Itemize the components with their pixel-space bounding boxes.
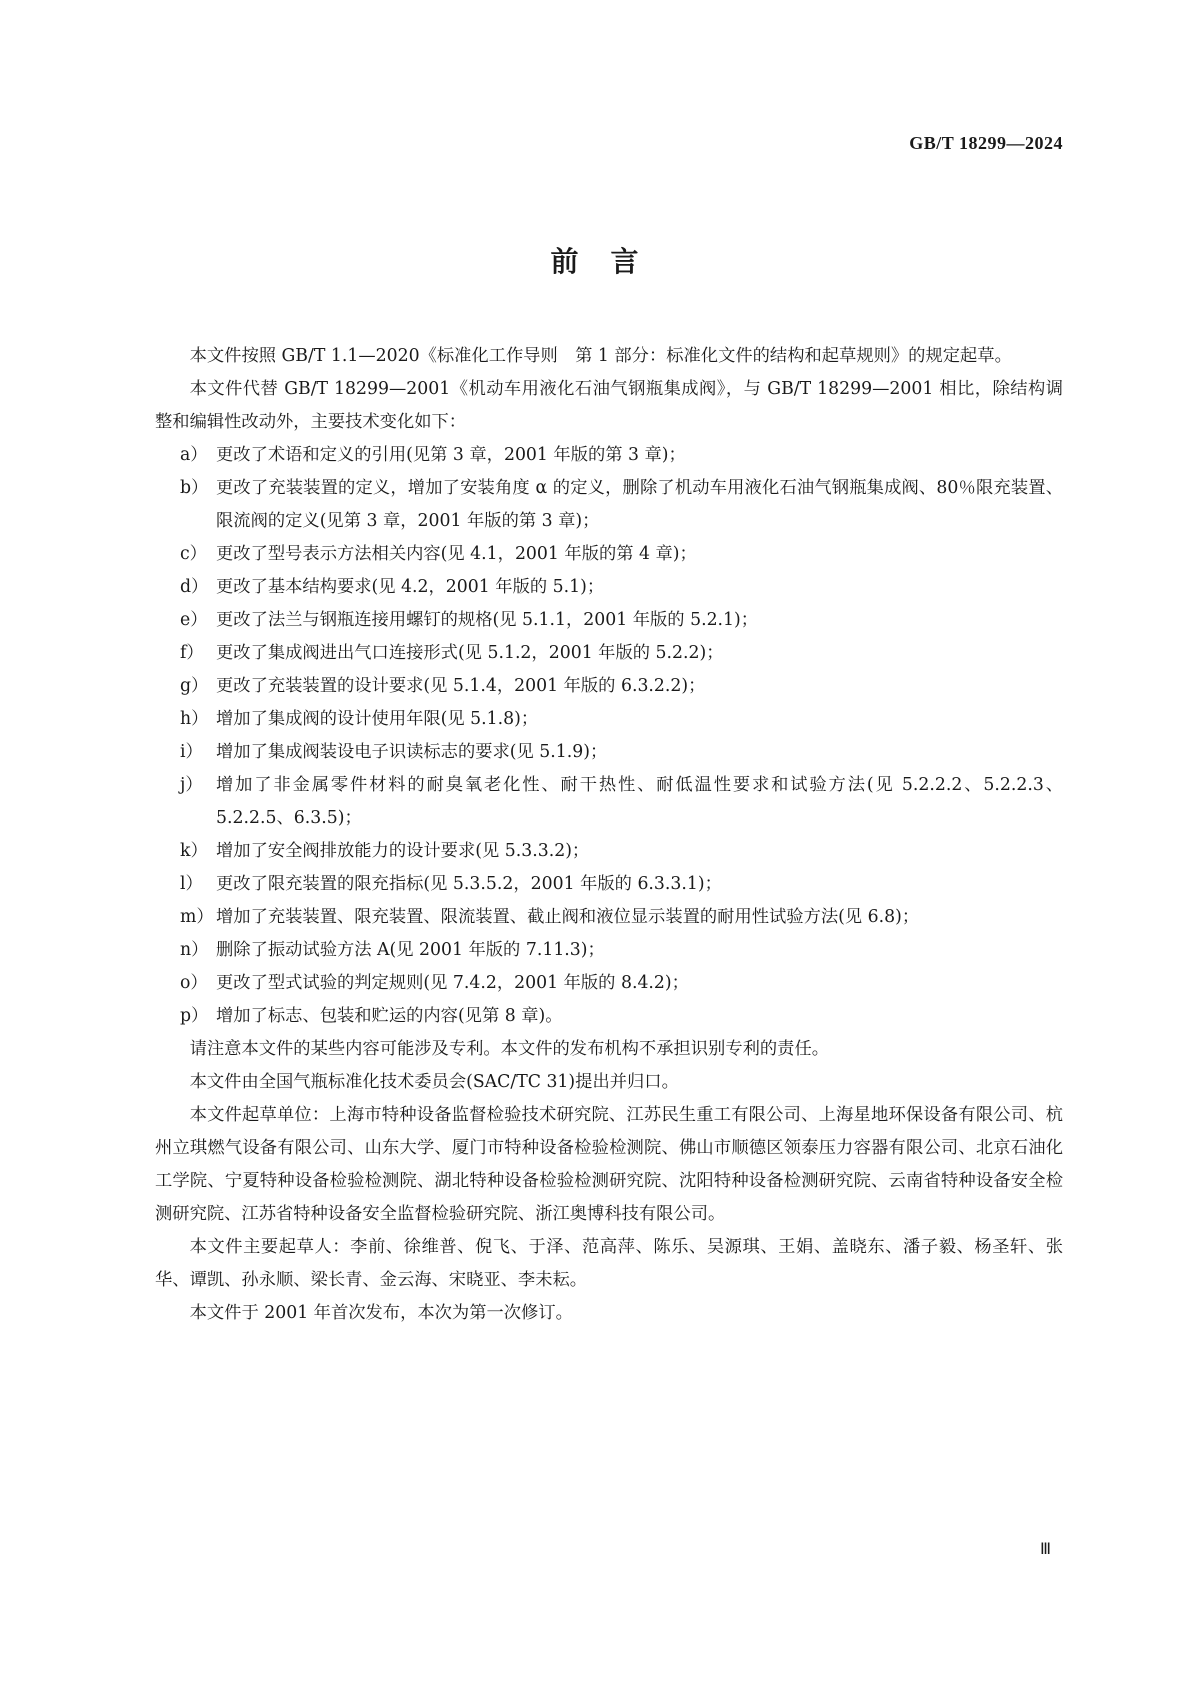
list-item-label: b） [180, 478, 209, 498]
list-item-label: p） [180, 1006, 209, 1026]
list-item-label: e） [180, 610, 208, 630]
list-item-text: 更改了型号表示方法相关内容(见 4.1，2001 年版的第 4 章)； [216, 544, 697, 564]
list-item-label: h） [180, 709, 209, 729]
paragraph: 本文件按照 GB/T 1.1—2020《标准化工作导则 第 1 部分：标准化文件的结构和起草规则》的规定起草。 [189, 346, 1012, 366]
list-item [155, 670, 1063, 703]
list-item-text: 增加了充装装置、限充装置、限流装置、截止阀和液位显示装置的耐用性试验方法(见 6.8)； [216, 907, 920, 927]
list-item-text: 增加了安全阀排放能力的设计要求(见 5.3.3.2)； [216, 841, 590, 861]
list-item [155, 637, 1063, 670]
list-item-text: 更改了基本结构要求(见 4.2，2001 年版的 5.1)； [216, 577, 605, 597]
list-item-text: 更改了术语和定义的引用(见第 3 章，2001 年版的第 3 章)； [216, 445, 686, 465]
list-item-text: 增加了集成阀的设计使用年限(见 5.1.8)； [216, 709, 539, 729]
page-title: 前言 [550, 245, 671, 278]
list-item [155, 934, 1063, 967]
paragraph: 本文件主要起草人：李前、徐维普、倪飞、于泽、范高萍、陈乐、吴源琪、王娟、盖晓东、潘子毅、杨圣轩、张华、谭凯、孙永顺、梁长青、金云海、宋晓亚、李未耘。 [155, 1237, 1063, 1290]
list-item-label: g） [180, 676, 209, 696]
list-item-label: j） [180, 775, 203, 795]
list-item [155, 571, 1063, 604]
paragraph: 请注意本文件的某些内容可能涉及专利。本文件的发布机构不承担识别专利的责任。 [189, 1039, 830, 1059]
list-item [155, 967, 1063, 1000]
list-item-text: 删除了振动试验方法 A(见 2001 年版的 7.11.3)； [216, 940, 605, 960]
list-item-text: 更改了型式试验的判定规则(见 7.4.2，2001 年版的 8.4.2)； [216, 973, 689, 993]
list-item [155, 736, 1063, 769]
list-item [155, 472, 1063, 538]
list-item-text: 增加了标志、包装和贮运的内容(见第 8 章)。 [216, 1006, 563, 1026]
list-item [155, 1000, 1063, 1033]
list-item-text: 更改了集成阀进出气口连接形式(见 5.1.2，2001 年版的 5.2.2)； [216, 643, 724, 663]
list-item-text: 更改了限充装置的限充指标(见 5.3.5.2，2001 年版的 6.3.3.1)； [216, 874, 722, 894]
list-item [155, 835, 1063, 868]
list-item-label: n） [180, 940, 209, 960]
list-item-label: c） [180, 544, 207, 564]
list-item [155, 868, 1063, 901]
foreword-body [155, 340, 1063, 1330]
list-item-label: m） [180, 907, 214, 927]
list-item-label: o） [180, 973, 208, 993]
list-item [155, 703, 1063, 736]
list-item [155, 901, 1063, 934]
list-item-text: 增加了非金属零件材料的耐臭氧老化性、耐干热性、耐低温性要求和试验方法(见 5.2.2.2、5.2.2.3、5.2.2.5、6.3.5)； [216, 775, 1063, 828]
paragraph: 本文件由全国气瓶标准化技术委员会(SAC/TC 31)提出并归口。 [189, 1072, 679, 1092]
list-item-text: 更改了充装装置的定义，增加了安装角度 α 的定义，删除了机动车用液化石油气钢瓶集成阀、80％限充装置、限流阀的定义(见第 3 章，2001 年版的第 3 章)； [216, 478, 1063, 531]
list-item [155, 769, 1063, 835]
list-item-text: 更改了充装装置的设计要求(见 5.1.4，2001 年版的 6.3.2.2)； [216, 676, 706, 696]
list-item-label: l） [180, 874, 203, 894]
paragraph: 本文件代替 GB/T 18299—2001《机动车用液化石油气钢瓶集成阀》，与 GB/T 18299—2001 相比，除结构调整和编辑性改动外，主要技术变化如下： [155, 379, 1063, 432]
list-item-text: 增加了集成阀装设电子识读标志的要求(见 5.1.9)； [216, 742, 608, 762]
list-item-label: k） [180, 841, 208, 861]
list-item [155, 439, 1063, 472]
list-item [155, 604, 1063, 637]
list-item-label: i） [180, 742, 203, 762]
paragraph: 本文件起草单位：上海市特种设备监督检验技术研究院、江苏民生重工有限公司、上海星地环保设备有限公司、杭州立琪燃气设备有限公司、山东大学、厦门市特种设备检验检测院、佛山市顺德区领泰压力容器有限公司、北京石油化工学院、宁夏特种设备检验检测院、湖北特种设备检验检测研究院、沈阳特种设备检测研究院、云南省特种设备安全检测研究院、江苏省特种设备安全监督检验研究院、浙江奥博科技有限公司。 [155, 1105, 1063, 1224]
list-item-label: f） [180, 643, 204, 663]
paragraph: 本文件于 2001 年首次发布，本次为第一次修订。 [189, 1303, 573, 1323]
list-item [155, 538, 1063, 571]
list-item-label: a） [180, 445, 208, 465]
page-number: Ⅲ [1039, 1541, 1051, 1558]
list-item-text: 更改了法兰与钢瓶连接用螺钉的规格(见 5.1.1，2001 年版的 5.2.1)； [216, 610, 759, 630]
standard-code: GB/T 18299—2024 [909, 133, 1063, 153]
list-item-label: d） [180, 577, 209, 597]
